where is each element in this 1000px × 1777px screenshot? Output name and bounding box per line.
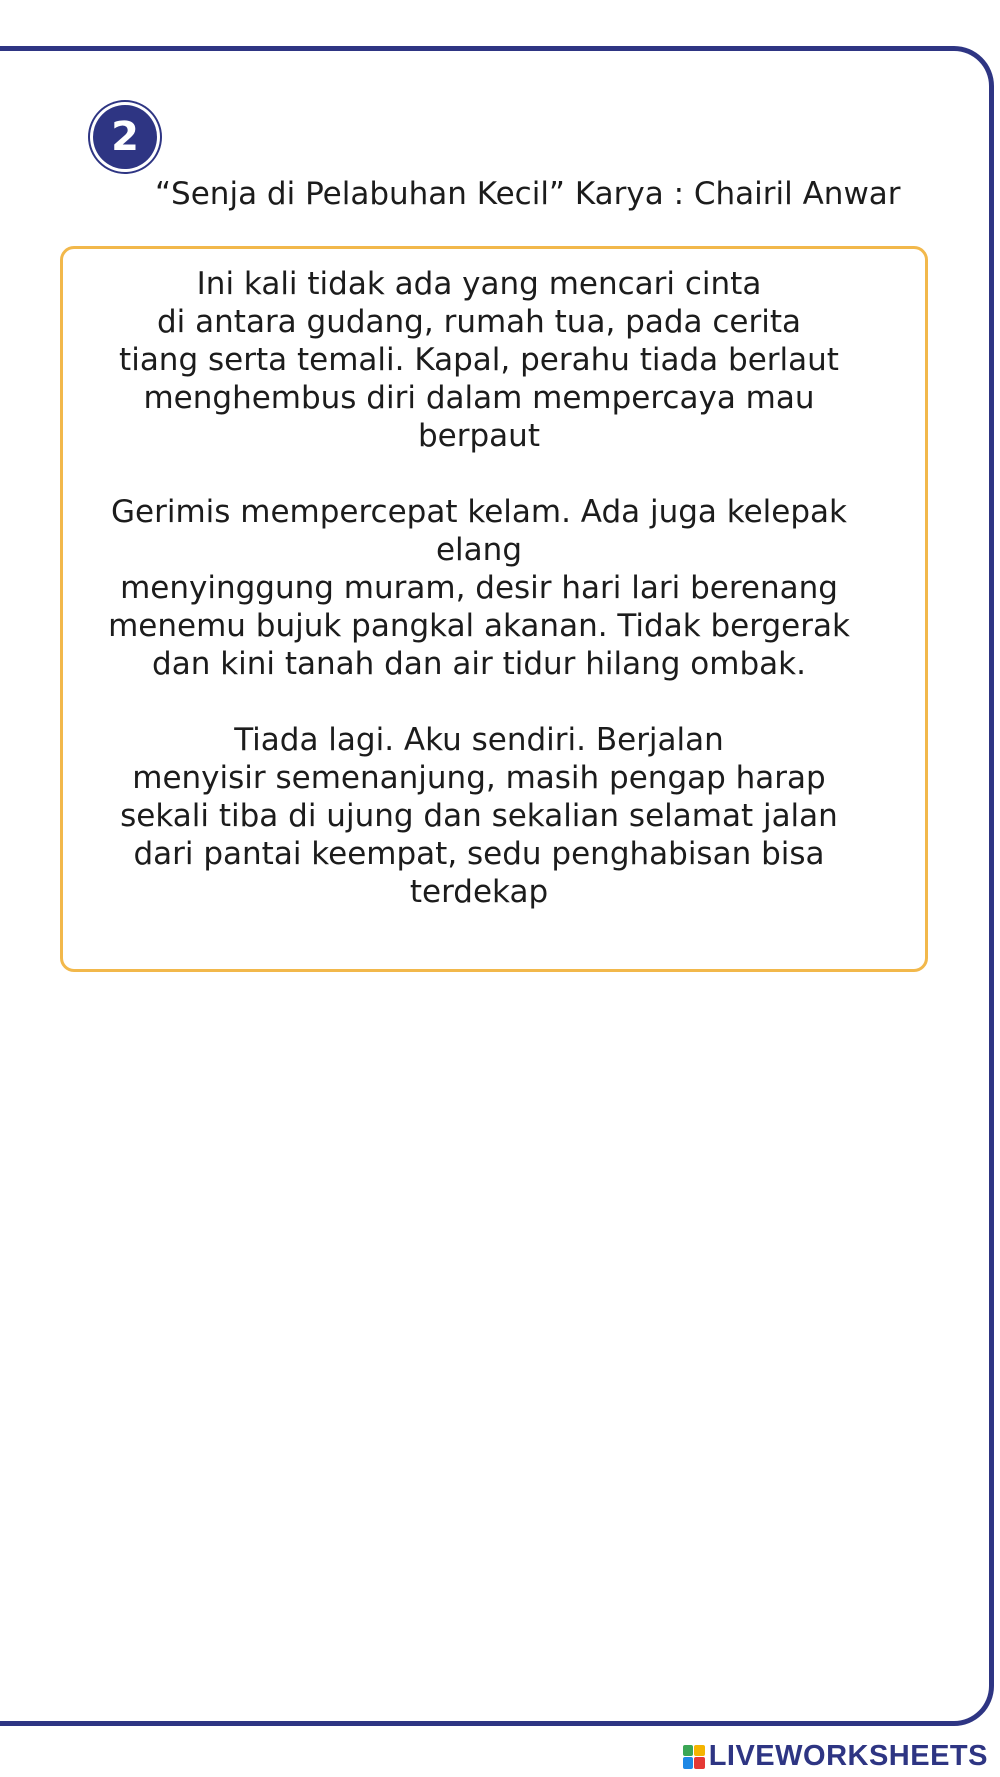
poem-line: elang xyxy=(435,532,522,568)
poem-line: dan kini tanah dan air tidur hilang ombak. xyxy=(152,646,806,682)
poem-line: Ini kali tidak ada yang mencari cinta xyxy=(196,266,762,302)
question-number: 2 xyxy=(111,114,139,160)
poem-stanza xyxy=(63,265,925,455)
poem-line: di antara gudang, rumah tua, pada cerita xyxy=(157,304,801,340)
poem-line: tiang serta temali. Kapal, perahu tiada berlaut xyxy=(119,342,839,378)
liveworksheets-logo-icon xyxy=(683,1745,705,1769)
poem-line: menyinggung muram, desir hari lari berenang xyxy=(120,570,838,606)
poem-stanza xyxy=(63,493,925,683)
poem-line: terdekap xyxy=(409,874,549,910)
poem-line: Gerimis mempercepat kelam. Ada juga kelepak xyxy=(111,494,847,530)
poem-line: menyisir semenanjung, masih pengap harap xyxy=(132,760,826,796)
poem-line: berpaut xyxy=(418,418,540,454)
poem-box xyxy=(60,246,928,972)
liveworksheets-brand[interactable] xyxy=(683,1740,988,1773)
poem-line: dari pantai keempat, sedu penghabisan bisa xyxy=(133,836,825,872)
poem-line: sekali tiba di ujung dan sekalian selamat jalan xyxy=(120,798,838,834)
brand-name: LIVEWORKSHEETS xyxy=(708,1740,988,1772)
question-number-badge xyxy=(93,105,157,169)
poem-title: “Senja di Pelabuhan Kecil” Karya : Chairil Anwar xyxy=(155,176,901,212)
poem-line: menghembus diri dalam mempercaya mau xyxy=(143,380,815,416)
poem-stanza xyxy=(63,721,925,911)
poem-line: menemu bujuk pangkal akanan. Tidak bergerak xyxy=(108,608,850,644)
poem-line: Tiada lagi. Aku sendiri. Berjalan xyxy=(234,722,724,758)
